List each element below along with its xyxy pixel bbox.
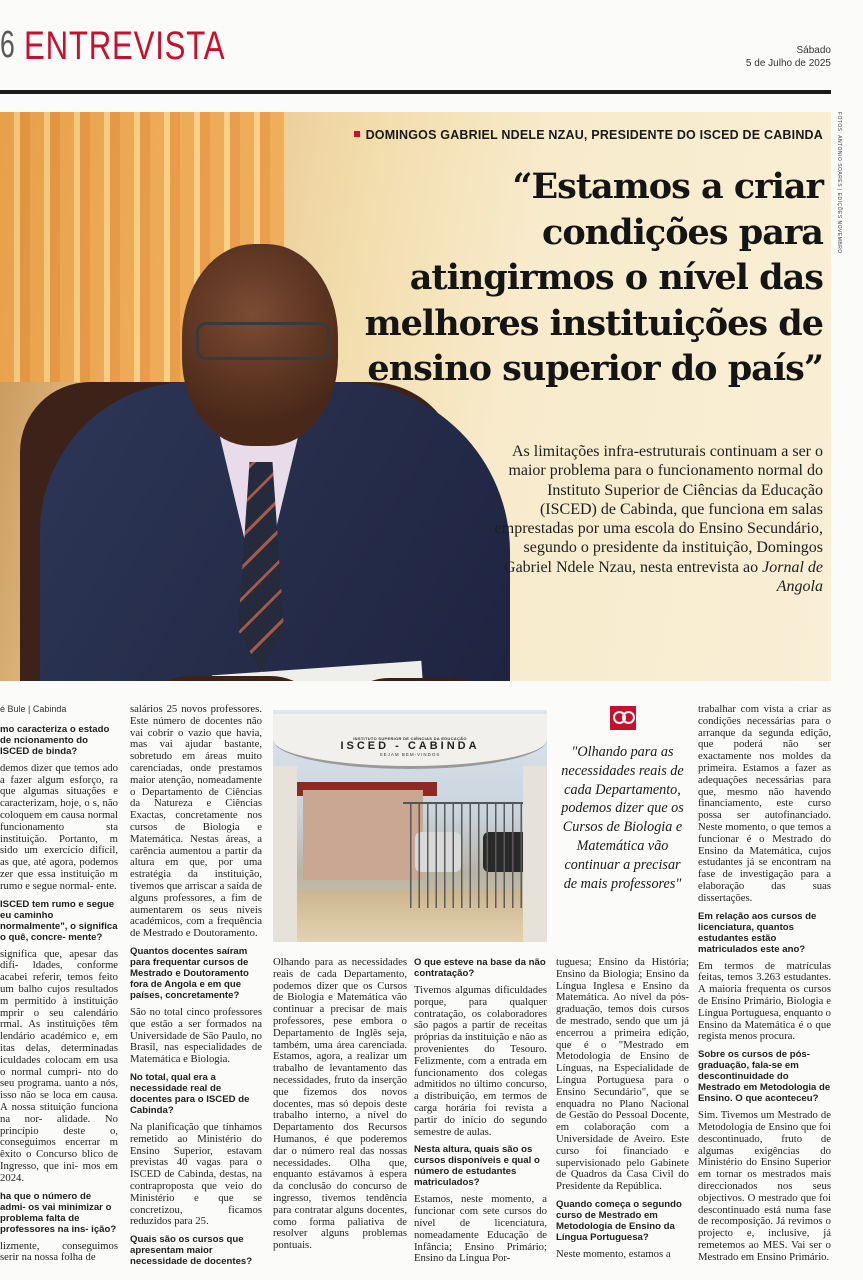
column-4 bbox=[414, 957, 547, 1271]
interview-answer: lizmente, conseguimos serir na nossa folha de bbox=[0, 1239, 118, 1264]
gate-pillar-right bbox=[523, 766, 547, 942]
issue-date bbox=[746, 44, 831, 70]
column-6 bbox=[698, 704, 831, 1269]
pull-quote-text: "Olhando para as necessidades reais de cada Departamento, podemos dizer que os Cursos de Biologia e Matemática vão continuar a precisar de mais professores" bbox=[561, 744, 684, 892]
article-kicker bbox=[354, 128, 823, 142]
interview-answer: salários 25 novos professores. Este número de docentes não vai cobrir o vazio que havia, mas vai ajudar bastante, sobretudo em áreas muito carenciadas, onde prestamos maior atenção, nomeadamente o Departamento de Ciências da Natureza e Ciências Exactas, concretamente nos cursos de Biologia e Matemática. Nestas áreas, a carência aumentou a partir da altura em que, por uma estratégia da instituição, tivemos que arriscar a saída de alguns professores, a fim de aumentarem os seus níveis académicos, com a frequência de Mestrado e Doutoramento. bbox=[130, 703, 262, 940]
byline: é Bule | Cabinda bbox=[0, 704, 67, 714]
interview-question: ISCED tem rumo e segue eu caminho normalmente", o significa o quê, concre- mente? bbox=[0, 898, 118, 943]
article-headline: “Estamos a criar condições para atingirmos o nível das melhores instituições de ensino superior do país” bbox=[364, 166, 823, 389]
interview-question: No total, qual era a necessidade real de docentes para o ISCED de Cabinda? bbox=[130, 1071, 250, 1116]
sign-title: ISCED - CABINDA bbox=[340, 740, 480, 752]
date-full: 5 de Julho de 2025 bbox=[745, 58, 831, 69]
interview-question: Quantos docentes saíram para frequentar cursos de Mestrado e Doutoramento fora de Angola e em que países, concretamente? bbox=[130, 945, 249, 1001]
pull-quote bbox=[556, 706, 689, 893]
column-3 bbox=[273, 957, 407, 1258]
column-5 bbox=[556, 957, 689, 1267]
gate-pillar-left bbox=[273, 766, 297, 942]
interview-answer: Tivemos algumas dificuldades porque, para qualquer contratação, os colaboradores são pagos a partir de receitas próprias da instituição e não as provenientes do Tesouro. Felizmente, com a entrada em funcionamento dos colegas admitidos no último concurso, a distribuição, em termos de carga horária foi revista a partir do início do segundo semestre de aulas. bbox=[414, 984, 547, 1138]
photo-credit: FOTOS: ANTONIO SOARES | EDIÇÕES NOVEMBRO bbox=[836, 112, 842, 254]
interview-answer: Neste momento, estamos a bbox=[556, 1247, 671, 1260]
newspaper-name: Jornal de Angola bbox=[762, 558, 823, 596]
date-day: Sábado bbox=[796, 45, 831, 56]
interview-question: Em relação aos cursos de licenciatura, quantos estudantes estão matriculados este ano? bbox=[698, 910, 817, 955]
interview-question: Nesta altura, quais são os cursos disponíveis e qual o número de estudantes matriculados? bbox=[414, 1144, 540, 1189]
column-1 bbox=[0, 704, 118, 1270]
page-header bbox=[0, 0, 863, 96]
interview-question: O que esteve na base da não contratação? bbox=[414, 957, 546, 979]
page-number: 6 bbox=[0, 24, 14, 66]
interview-question: Sobre os cursos de pós-graduação, fala-se em descontinuidade do Mestrado em Metodologia de Ensino. O que aconteceu? bbox=[698, 1049, 831, 1105]
sign-institute: INSTITUTO SUPERIOR DE CIÊNCIAS DA EDUCAÇÃO bbox=[353, 736, 467, 741]
kicker-text: DOMINGOS GABRIEL NDELE NZAU, PRESIDENTE DO ISCED DE CABINDA bbox=[365, 128, 823, 142]
section-title: ENTREVISTA bbox=[24, 24, 226, 68]
interview-answer: significa que, apesar das difi- ldades, conforme acabei referir, temos feito um balho cujos resultados m permitido à instituição mprir o seu calendário rmal. As instituições têm lendário académico e, em itas delas, determinadas iculdades colocam em usa o normal cumpri- nto do seu programa. uanto a nós, isso não se loca em causa. A nossa stituição funciona na nor- alidade. No princípio deste o, conseguimos encerrar m êxito o Concurso blico de Ingresso, que ini- mos em 2024. bbox=[0, 947, 118, 1184]
interview-answer: Na planificação que tínhamos remetido ao Ministério do Ensino Superior, estavam previstas 40 vagas para o ISCED de Cabinda, destas, na contraproposta que veio do Ministério e que se concretizou, ficamos reduzidos para 25. bbox=[130, 1120, 262, 1228]
sign-welcome: SEJAM BEM-VINDOS bbox=[379, 752, 441, 757]
campus-sign bbox=[273, 714, 547, 769]
kicker-square bbox=[354, 131, 360, 137]
interview-answer: Em termos de matrículas feitas, temos 3.263 estudantes. A maioria frequenta os cursos de Ensino Primário, Biologia e Língua Portuguesa, enquanto o Ensino da Matemática é o que regista menos procura. bbox=[698, 959, 831, 1043]
article-standfirst bbox=[493, 442, 823, 596]
interview-answer: São no total cinco professores que estão a ser formados na Universidade de São Paulo, no Brasil, nas especialidades de Matemática e Biologia. bbox=[130, 1005, 262, 1066]
interview-question: mo caracteriza o estado de ncionamento do ISCED de binda? bbox=[0, 723, 110, 757]
header-rule bbox=[0, 90, 831, 94]
glasses bbox=[196, 322, 330, 360]
newspaper-logo-icon bbox=[610, 706, 636, 730]
interview-answer: Sim. Tivemos um Mestrado de Metodologia de Ensino que foi descontinuado, fruto de algumas exigências do Ministério do Ensino Superior em tornar os mestrados mais direccionados nos seus objectivos. O mestrado que foi descontinuado está numa fase de recomposição. Já revimos o projecto e, inclusive, já remetemos ao MES. Vai ser o Mestrado em Ensino Primário. bbox=[698, 1109, 831, 1263]
interview-answer: trabalhar com vista a criar as condições necessárias para o arranque da segunda edição, que poderá não ser exactamente nos moldes da primeira. Estamos a fazer as adequações necessárias para que, mesmo não havendo financiamento, este curso possa ser autofinanciado. Neste momento, o que temos a funcionar é o Mestrado do Ensino da Matemática, cujos estudantes já se encontram na fase de investigação para a elaboração das suas dissertações. bbox=[698, 703, 831, 904]
interview-answer: demos dizer que temos ado a fazer algum esforço, ra que algumas situações e caracterizam, hoje, o s, não coloquem em causa normal funcionamento sta instituição. Portanto, m sido um exercício difícil, as que, até agora, podemos zer que essa instituição m rumo e segue normal- ente. bbox=[0, 761, 118, 892]
interview-answer: Estamos, neste momento, a funcionar com sete cursos do nível de licenciatura, nomeadamente Educação de Infância; Ensino Primário; Ensino da Língua Por- bbox=[414, 1193, 547, 1265]
interview-answer: Olhando para as necessidades reais de cada Departamento, podemos dizer que os Cursos de Biologia e Matemática vão continuar a precisar de mais professores, pese embora o Departamento de Inglês seja, também, uma área carenciada. Estamos, agora, a realizar um trabalho de levantamento das necessidades, fruto da inserção que fizemos dos novos docentes, mas só depois deste trabalho interno, a nível do Departamento dos Recursos Humanos, é que poderemos dar o número real das nossas necessidades. Olha que, enquanto estávamos à espera da conclusão do concurso de ingresso, tivemos tendência para contratar alguns docentes, como forma paliativa de resolver alguns problemas pontuais. bbox=[273, 956, 407, 1252]
entrance-gate bbox=[403, 802, 543, 908]
column-2 bbox=[130, 704, 262, 1273]
interview-question: Quais são os cursos que apresentam maior necessidade de docentes? bbox=[130, 1234, 253, 1268]
standfirst-text: As limitações infra-estruturais continuam a ser o maior problema para o funcionamento normal do Instituto Superior de Ciências da Educação (ISCED) de Cabinda, que funciona em salas emprestadas por uma escola do Ensino Secundário, segundo o presidente da instituição, Domingos Gabriel Ndele Nzau, nesta entrevista ao bbox=[494, 443, 823, 576]
campus-photo bbox=[273, 710, 547, 942]
interview-question: ha que o número de admi- os vai minimizar o problema falta de professores na ins- ição? bbox=[0, 1190, 117, 1235]
interview-question: Quando começa o segundo curso de Mestrado em Metodologia de Ensino da Língua Portuguesa? bbox=[556, 1198, 682, 1243]
interview-answer: tuguesa; Ensino da História; Ensino da Biologia; Ensino da Língua Inglesa e Ensino da Matemática. Ao nível da pós-graduação, temos dois cursos de mestrado, sendo que um já encerrou a primeira edição, que é o "Mestrado em Metodologia de Ensino de Línguas, na Especialidade de Língua Portuguesa para o Ensino Secundário", que se enquadra no Plano Nacional de Gestão do Pessoal Docente, em colaboração com a Universidade de Aveiro. Este curso foi financiado e supervisionado pelo Gabinete de Quadros da Casa Civil do Presidente da República. bbox=[556, 956, 689, 1193]
